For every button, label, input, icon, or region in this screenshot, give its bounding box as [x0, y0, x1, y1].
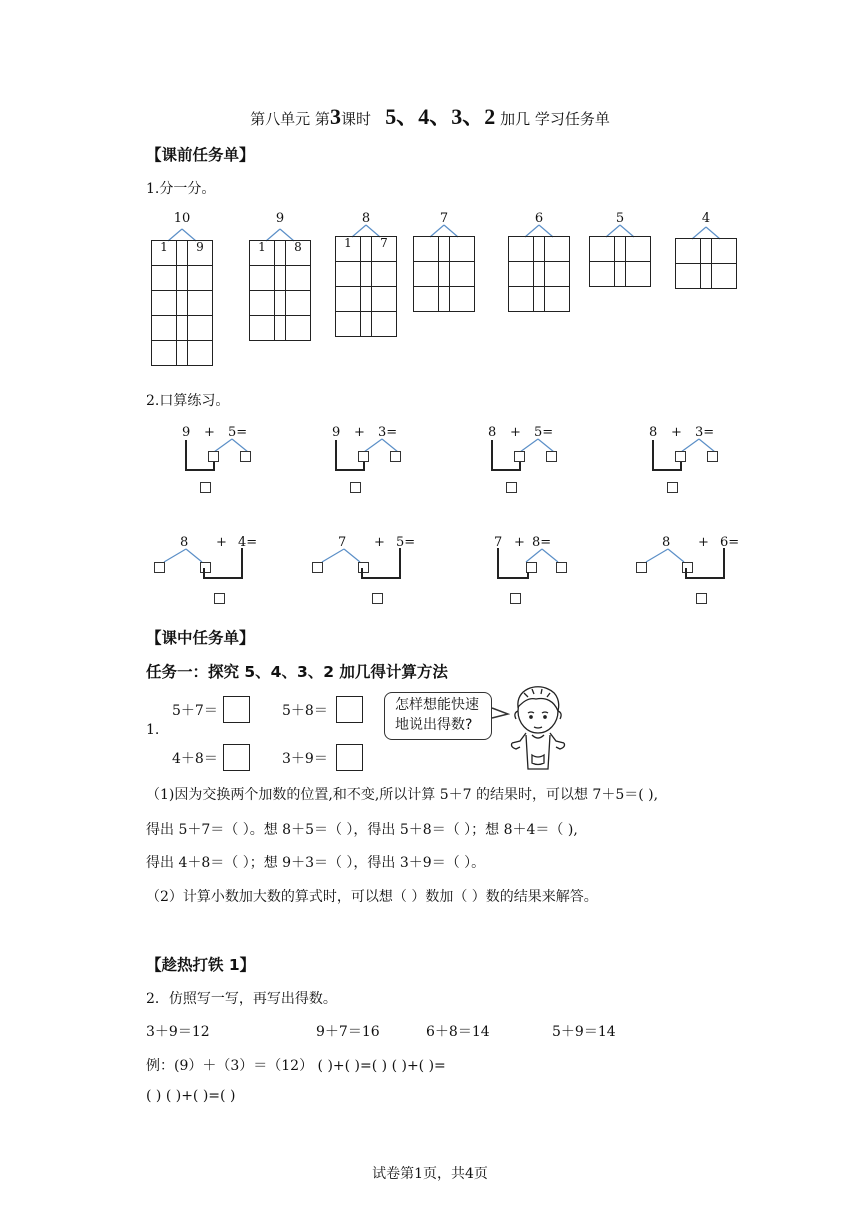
grid-divider: [361, 312, 372, 337]
addend-first: 8: [662, 535, 671, 550]
answer-square[interactable]: [556, 562, 567, 573]
addend-first: 9: [182, 425, 191, 440]
grid-cell[interactable]: [336, 287, 361, 312]
grid-cell[interactable]: [336, 312, 361, 337]
grid-cell[interactable]: [590, 237, 615, 262]
plus-sign: +: [374, 535, 385, 550]
expression-1: 5＋7＝: [172, 703, 218, 719]
grid-cell[interactable]: [250, 291, 275, 316]
grid-divider: [361, 262, 372, 287]
grid-cell[interactable]: [626, 237, 651, 262]
example-line: 例：(9）＋（3）＝（12） ( )+( )=( ) ( )+( )=: [146, 1058, 446, 1074]
grid-cell[interactable]: 9: [188, 241, 213, 266]
answer-square[interactable]: [707, 451, 718, 462]
answer-square[interactable]: [350, 482, 361, 493]
section-header-practice: 【趁热打铁 1】: [146, 956, 256, 974]
grid-cell[interactable]: [336, 262, 361, 287]
addend-second: 5=: [396, 535, 416, 550]
equation-4: 5＋9＝14: [552, 1024, 616, 1040]
grid-divider: [615, 237, 626, 262]
grid-divider: [177, 266, 188, 291]
grid-cell[interactable]: [450, 237, 475, 262]
answer-square[interactable]: [636, 562, 647, 573]
answer-square[interactable]: [372, 593, 383, 604]
bracket-lines-icon: [492, 548, 532, 582]
grid-cell[interactable]: [545, 237, 570, 262]
grid-cell[interactable]: [372, 312, 397, 337]
page-title: 第八单元 第3课时 5、4、3、2 加几 学习任务单: [250, 104, 610, 129]
grid-divider: [275, 291, 286, 316]
grid-divider: [275, 241, 286, 266]
grid-cell[interactable]: [250, 266, 275, 291]
grid-cell[interactable]: [712, 239, 737, 264]
split-number: 8: [361, 211, 371, 226]
grid-divider: [615, 262, 626, 287]
answer-square[interactable]: [667, 482, 678, 493]
plus-sign: +: [698, 535, 709, 550]
plus-sign: +: [510, 425, 521, 440]
equation-2: 9＋7＝16: [316, 1024, 380, 1040]
addend-first: 8: [180, 535, 189, 550]
grid-divider: [275, 316, 286, 341]
answer-box[interactable]: [336, 744, 363, 771]
equation-1: 3＋9＝12: [146, 1024, 210, 1040]
grid-divider: [177, 316, 188, 341]
grid-cell[interactable]: [250, 316, 275, 341]
grid-cell[interactable]: [188, 291, 213, 316]
grid-divider: [177, 341, 188, 366]
grid-cell[interactable]: [152, 266, 177, 291]
answer-square[interactable]: [214, 593, 225, 604]
grid-cell[interactable]: [372, 287, 397, 312]
addend-second: 4=: [238, 535, 258, 550]
grid-cell[interactable]: [676, 239, 701, 264]
grid-divider: [439, 287, 450, 312]
grid-cell[interactable]: [286, 291, 311, 316]
grid-cell[interactable]: 1: [152, 241, 177, 266]
grid-cell[interactable]: [286, 316, 311, 341]
paragraph-1-line-1: （1)因为交换两个加数的位置,和不变,所以计算 5＋7 的结果时，可以想 7＋5＝( ),: [146, 787, 659, 803]
task-1-title: 任务一：探究 5、4、3、2 加几得计算方法: [146, 663, 448, 681]
paragraph-1-line-2: 得出 5＋7＝（ ）。想 8＋5＝（ ），得出 5＋8＝（ ）；想 8＋4＝（ ),: [146, 822, 578, 838]
bracket-lines-icon: [484, 440, 524, 474]
addend-second: 3=: [378, 425, 398, 440]
grid-cell[interactable]: [152, 291, 177, 316]
plus-sign: +: [204, 425, 215, 440]
bracket-lines-icon: [178, 440, 218, 474]
grid-cell[interactable]: [450, 287, 475, 312]
grid-cell[interactable]: 7: [372, 237, 397, 262]
grid-cell[interactable]: [450, 262, 475, 287]
split-number: 9: [275, 211, 285, 226]
grid-divider: [361, 287, 372, 312]
bracket-lines-icon: [682, 548, 732, 584]
grid-divider: [534, 287, 545, 312]
grid-cell[interactable]: [626, 262, 651, 287]
answer-square[interactable]: [510, 593, 521, 604]
split-grid: [675, 238, 737, 289]
grid-divider: [361, 237, 372, 262]
plus-sign: +: [671, 425, 682, 440]
bracket-lines-icon: [200, 548, 250, 584]
grid-divider: [534, 262, 545, 287]
section-header-in-class: 【课中任务单】: [146, 629, 255, 647]
plus-sign: +: [216, 535, 227, 550]
grid-divider: [701, 264, 712, 289]
practice-question-2: 2．仿照写一写，再写出得数。: [146, 991, 337, 1007]
question-number: 1.: [146, 722, 160, 738]
addend-first: 7: [494, 535, 503, 550]
split-number: 7: [439, 211, 449, 226]
grid-divider: [177, 291, 188, 316]
answer-box[interactable]: [223, 744, 250, 771]
plus-sign: +: [354, 425, 365, 440]
grid-cell[interactable]: [676, 264, 701, 289]
bracket-lines-icon: [645, 440, 685, 474]
section-header-pre-class: 【课前任务单】: [146, 146, 255, 164]
equation-3: 6＋8＝14: [426, 1024, 490, 1040]
grid-cell[interactable]: [414, 287, 439, 312]
split-number: 5: [615, 211, 625, 226]
grid-cell[interactable]: [509, 262, 534, 287]
addend-second: 3=: [695, 425, 715, 440]
split-grid: [249, 240, 311, 341]
grid-cell[interactable]: 8: [286, 241, 311, 266]
answer-square[interactable]: [240, 451, 251, 462]
split-grid: [589, 236, 651, 287]
answer-square[interactable]: [200, 482, 211, 493]
addend-second: 6=: [720, 535, 740, 550]
page-footer: 试卷第1页，共4页: [372, 1166, 488, 1182]
grid-divider: [439, 237, 450, 262]
answer-square[interactable]: [696, 593, 707, 604]
split-grid: [151, 240, 213, 366]
addend-second: 8=: [532, 535, 552, 550]
fill-in-line: ( ) ( )+( )=( ): [146, 1088, 236, 1104]
split-number: 10: [173, 211, 191, 226]
split-number: 4: [701, 211, 711, 226]
bracket-lines-icon: [358, 548, 408, 584]
answer-square[interactable]: [506, 482, 517, 493]
split-grid: [508, 236, 570, 312]
grid-cell[interactable]: [188, 341, 213, 366]
split-number: 6: [534, 211, 544, 226]
grid-cell[interactable]: [152, 341, 177, 366]
addend-first: 9: [332, 425, 341, 440]
grid-cell[interactable]: [286, 266, 311, 291]
boy-illustration-icon: [506, 683, 570, 773]
bracket-lines-icon: [328, 440, 368, 474]
grid-cell[interactable]: [509, 237, 534, 262]
grid-cell[interactable]: [414, 237, 439, 262]
answer-box[interactable]: [223, 696, 250, 723]
grid-cell[interactable]: 1: [250, 241, 275, 266]
grid-divider: [701, 239, 712, 264]
answer-box[interactable]: [336, 696, 363, 723]
expression-2: 5＋8＝: [282, 703, 328, 719]
grid-cell[interactable]: [188, 316, 213, 341]
grid-cell[interactable]: [372, 262, 397, 287]
expression-3: 4＋8＝: [172, 751, 218, 767]
speech-bubble: 怎样想能快速 地说出得数?: [384, 692, 492, 740]
grid-cell[interactable]: [712, 264, 737, 289]
grid-divider: [177, 241, 188, 266]
grid-cell[interactable]: [152, 316, 177, 341]
grid-cell[interactable]: [509, 287, 534, 312]
paragraph-2: （2）计算小数加大数的算式时，可以想（ ）数加（ ）数的结果来解答。: [146, 889, 598, 905]
addend-second: 5=: [228, 425, 248, 440]
answer-square[interactable]: [312, 562, 323, 573]
answer-square[interactable]: [546, 451, 557, 462]
plus-sign: +: [514, 535, 525, 550]
grid-cell[interactable]: [414, 262, 439, 287]
addend-first: 7: [338, 535, 347, 550]
expression-4: 3＋9＝: [282, 751, 328, 767]
addend-second: 5=: [534, 425, 554, 440]
grid-cell[interactable]: 1: [336, 237, 361, 262]
grid-divider: [275, 266, 286, 291]
grid-cell[interactable]: [545, 262, 570, 287]
paragraph-1-line-3: 得出 4＋8＝（ ）；想 9＋3＝（ ），得出 3＋9＝（ ）。: [146, 855, 486, 871]
question-1-label: 1.分一分。: [146, 181, 216, 197]
grid-cell[interactable]: [590, 262, 615, 287]
split-grid: [335, 236, 397, 337]
answer-square[interactable]: [390, 451, 401, 462]
grid-cell[interactable]: [188, 266, 213, 291]
addend-first: 8: [649, 425, 658, 440]
grid-cell[interactable]: [545, 287, 570, 312]
question-2-label: 2.口算练习。: [146, 393, 230, 409]
addend-first: 8: [488, 425, 497, 440]
split-grid: [413, 236, 475, 312]
grid-divider: [534, 237, 545, 262]
answer-square[interactable]: [154, 562, 165, 573]
grid-divider: [439, 262, 450, 287]
